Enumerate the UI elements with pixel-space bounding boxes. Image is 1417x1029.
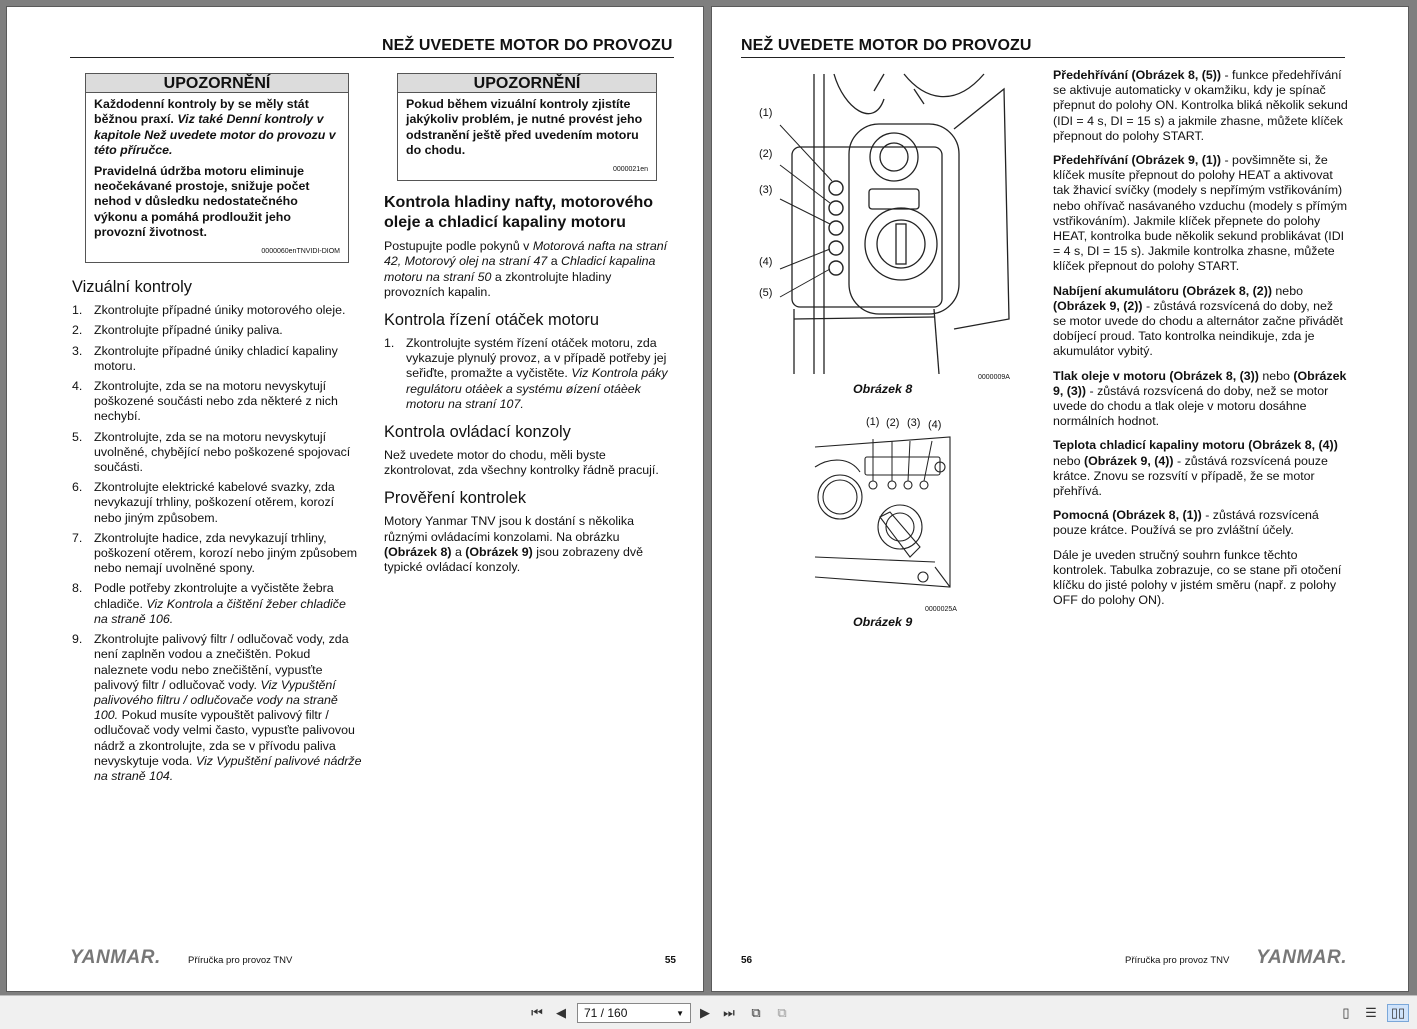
first-page-icon[interactable]: ⏮ bbox=[531, 1005, 543, 1020]
figure-8-illustration bbox=[754, 69, 1019, 379]
list-item: 2. Zkontrolujte případné úniky paliva. bbox=[72, 323, 283, 338]
right-page bbox=[711, 6, 1409, 992]
indicators-column bbox=[1053, 68, 1349, 618]
cross-reference: Viz Kontrola a čištění žeber chladiče na straně 106. bbox=[94, 596, 346, 626]
figure-9-caption: Obrázek 9 bbox=[853, 615, 913, 629]
cross-reference: Viz Vypuštění palivové nádrže na straně 104. bbox=[94, 753, 362, 783]
caution-box-2 bbox=[397, 73, 657, 181]
left-page bbox=[6, 6, 704, 992]
last-page-icon[interactable]: ⏭ bbox=[723, 1005, 735, 1020]
section-title-speed: Kontrola řízení otáček motoru bbox=[384, 311, 600, 330]
fig8-code: 0000009A bbox=[978, 374, 1010, 381]
fig8-label-3: (3) bbox=[759, 184, 773, 196]
list-item: 9. Zkontrolujte palivový filtr / odlučovač vody, zda není zaplněn vodou a znečištěn. Pokud naleznete vodu nebo znečištění, vypusťte palivový filtr / odlučovač vody. Viz Vypuštění palivového filtru / odlučovače vody na straně 100. Pokud musíte vypouštět palivový filtr / odlučovač vody velmi často, vypusťte palivovou nádrž a zkontrolujte, zda se v přívodu paliva nevyskytuje voda. Viz Vypuštění palivové nádrže na straně 104. bbox=[72, 632, 362, 783]
page-header: NEŽ UVEDETE MOTOR DO PROVOZU bbox=[741, 37, 1032, 54]
fig9-code: 0000025A bbox=[925, 606, 957, 613]
fig9-label-3: (3) bbox=[907, 417, 921, 429]
lamps-paragraph: Motory Yanmar TNV jsou k dostání s několika různými ovládacími konzolami. Na obrázku (Obrázek 8) a (Obrázek 9) jsou zobrazeny dvě typické ovládací konzoly. bbox=[384, 514, 643, 575]
figure-8-caption: Obrázek 8 bbox=[853, 382, 913, 396]
visual-checks-list bbox=[72, 303, 362, 576]
continuous-view-icon[interactable]: ☰ bbox=[1365, 1005, 1377, 1020]
page-number: 56 bbox=[741, 955, 753, 966]
list-item: 6. Zkontrolujte elektrické kabelové svazky, zda nevykazují trhliny, poškození otěrem, korozí nebo jiným způsobem. bbox=[72, 480, 335, 525]
paragraph: Tlak oleje v motoru (Obrázek 8, (3)) nebo (Obrázek 9, (3)) - zůstává rozsvícená do doby, než se motor uvede do chodu a tlak oleje v motoru dosáhne normálních hodnot. bbox=[1053, 368, 1347, 429]
fig9-label-4: (4) bbox=[928, 419, 942, 431]
paragraph: Dále je uveden stručný souhrn funkce těchto kontrolek. Tabulka zobrazuje, co se stane při otočení klíčku do jisté polohy v jistém směru (např. z polohy OFF do polohy ON). bbox=[1053, 547, 1342, 608]
navigate-back-icon[interactable]: ⧉ bbox=[751, 1005, 761, 1020]
console-paragraph: Než uvedete motor do chodu, měli byste zkontrolovat, zda všechny kontrolky řádně pracují. bbox=[384, 448, 659, 478]
figure-9-illustration bbox=[810, 427, 965, 607]
caution-code: 0000060enTNVIDI-DIOM bbox=[261, 248, 340, 256]
section-title-lamps: Prověření kontrolek bbox=[384, 489, 527, 508]
fluids-paragraph: Postupujte podle pokynů v Motorová nafta na straní 42, Motorový olej na straní 47 a Chladicí kapalina motoru na straní 50 a zkontrolujte hladiny provozních kapalin. bbox=[384, 239, 668, 299]
caution-title: UPOZORNĚNÍ bbox=[398, 74, 656, 93]
paragraph: Předehřívání (Obrázek 8, (5)) - funkce předehřívání se aktivuje automaticky v okamžiku, kdy je spínač přepnut do polohy ON. Kontrolka bliká několik sekund (IDI = 4 s, DI = 15 s) a jakmile zhasne, můžete klíček přepnout do polohy START. bbox=[1053, 68, 1348, 143]
two-page-view-icon[interactable]: ▯▯ bbox=[1387, 1004, 1409, 1022]
page-number: 55 bbox=[664, 955, 676, 966]
list-item: 7. Zkontrolujte hadice, zda nevykazují trhliny, poškození otěrem, korozí nebo jiným způsobem nebo nemají uvolněné spony. bbox=[72, 530, 358, 576]
page-footer bbox=[70, 947, 676, 975]
page-selector[interactable] bbox=[577, 1003, 691, 1023]
navigate-forward-icon[interactable]: ⧉ bbox=[777, 1005, 787, 1020]
caution-code: 0000021en bbox=[612, 166, 648, 174]
fig8-label-1: (1) bbox=[759, 107, 773, 119]
list-item: 1. Zkontrolujte systém řízení otáček motoru, zda vykazuje plynulý provoz, a v případě potřeby jej seřiďte, promažte a vyčistěte. Viz Kontrola páky regulátoru otáèek a systému øízení otáèek motoru na straní 107. bbox=[384, 336, 668, 411]
footer-text: Příručka pro provoz TNV bbox=[1125, 955, 1230, 966]
header-rule bbox=[741, 57, 1345, 58]
caution-box bbox=[85, 73, 349, 263]
list-item: 1. Zkontrolujte případné úniky motorového oleje. bbox=[72, 303, 346, 318]
right-column bbox=[384, 73, 674, 584]
list-item: 3. Zkontrolujte případné úniky chladicí kapaliny motoru. bbox=[72, 343, 338, 373]
yanmar-logo: YANMAR. bbox=[70, 947, 161, 968]
page-header: NEŽ UVEDETE MOTOR DO PROVOZU bbox=[382, 37, 673, 54]
section-title-fluids: Kontrola hladiny nafty, motorového oleje a chladicí kapaliny motoru bbox=[384, 194, 654, 232]
caution-title: UPOZORNĚNÍ bbox=[86, 74, 348, 93]
caution-text: Každodenní kontroly by se měly stát běžnou praxí. bbox=[94, 97, 309, 127]
page-indicator: 71 / 160 bbox=[584, 1006, 628, 1020]
fig9-label-2: (2) bbox=[886, 417, 900, 429]
list-item: 4. Zkontrolujte, zda se na motoru nevyskytují poškozené součásti nebo zda některé z nich nechybí. bbox=[72, 379, 338, 424]
next-page-icon[interactable]: ▶ bbox=[700, 1005, 710, 1020]
left-column bbox=[72, 73, 362, 789]
speed-list bbox=[384, 336, 674, 412]
yanmar-logo: YANMAR. bbox=[1256, 947, 1347, 968]
list-item: 8. Podle potřeby zkontrolujte a vyčistěte žebra chladiče. Viz Kontrola a čištění žeber chladiče na straně 106. bbox=[72, 581, 346, 626]
footer-text: Příručka pro provoz TNV bbox=[188, 955, 293, 966]
fig9-label-1: (1) bbox=[866, 416, 880, 428]
dropdown-arrow-icon: ▼ bbox=[676, 1008, 684, 1018]
paragraph: Pomocná (Obrázek 8, (1)) - zůstává rozsvícená pouze krátce. Používá se pro zvláštní účely. bbox=[1053, 508, 1319, 538]
section-title-visual: Vizuální kontroly bbox=[72, 278, 192, 297]
fig8-label-2: (2) bbox=[759, 148, 773, 160]
viewer-toolbar bbox=[0, 995, 1417, 1029]
list-item: 5. Zkontrolujte, zda se na motoru nevyskytují uvolněné, chybějící nebo poškozené spojovací součásti. bbox=[72, 429, 351, 475]
cross-reference: Viz Vypuštění palivového filtru / odlučovače vody na straně 100. bbox=[94, 677, 338, 723]
caution-reference: Viz také Denní kontroly v kapitole Než uvedete motor do provozu v této příručce. bbox=[94, 112, 336, 157]
cross-reference: Viz Kontrola páky regulátoru otáèek a systému øízení otáèek motoru na straní 107. bbox=[406, 366, 668, 411]
fig8-label-4: (4) bbox=[759, 256, 773, 268]
page-footer bbox=[741, 947, 1347, 975]
fig8-label-5: (5) bbox=[759, 287, 773, 299]
caution-text-2: Pravidelná údržba motoru eliminuje neočekávané prostoje, snižuje počet nehod v důsledku nedostatečného výkonu a pomáhá prodloužit jeho provozní životnost. bbox=[94, 164, 310, 239]
visual-checks-list-cont bbox=[72, 581, 362, 784]
paragraph: Teplota chladicí kapaliny motoru (Obrázek 8, (4)) nebo (Obrázek 9, (4)) - zůstává rozsvícená pouze krátce. Znovu se rozsvítí v případě, že se motor přehřívá. bbox=[1053, 438, 1338, 499]
header-rule bbox=[70, 57, 674, 58]
caution-text: Pokud během vizuální kontroly zjistíte jakýkoliv problém, je nutné provést jeho odstranění ještě před uvedením motoru do chodu. bbox=[406, 97, 643, 157]
section-title-console: Kontrola ovládací konzoly bbox=[384, 423, 571, 442]
paragraph: Nabíjení akumulátoru (Obrázek 8, (2)) nebo (Obrázek 9, (2)) - zůstává rozsvícená do doby, než se motor uvede do chodu a alternátor začne přivádět dobíjecí proud. Tato kontrolka neindikuje, zda je akumulátor vybitý. bbox=[1053, 283, 1343, 359]
paragraph: Předehřívání (Obrázek 9, (1)) - povšimněte si, že klíček musíte přepnout do polohy HEAT a aktivovat tak žhavicí svíčky (modely s nepřímým vstřikováním) nebo ohřívač nasávaného vzduchu (modely s přímým vstřikováním). Jakmile klíček přepnete do polohy HEAT, kontrolka bude několik sekund problikávat (IDI = 4 s, DI = 15 s). Jakmile kontrolka zhasne, můžete klíček přepnout do polohy START. bbox=[1053, 153, 1348, 274]
previous-page-icon[interactable]: ◀ bbox=[556, 1005, 566, 1020]
single-page-view-icon[interactable]: ▯ bbox=[1342, 1005, 1350, 1020]
